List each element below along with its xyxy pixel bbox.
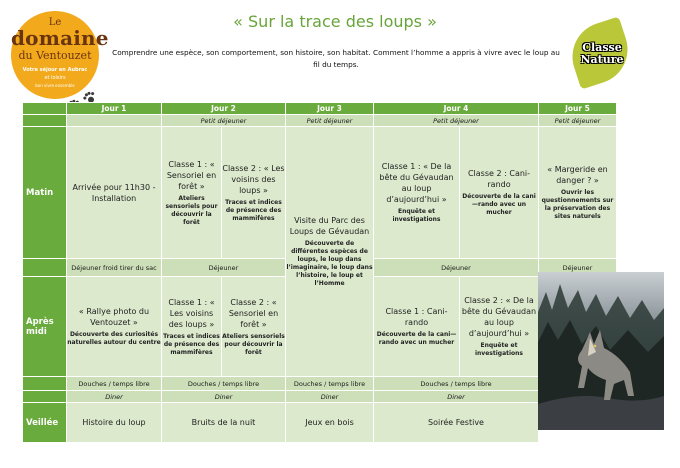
activity-title: Histoire du loup (82, 418, 146, 427)
activity-cell (460, 127, 539, 259)
activity-cell (539, 127, 617, 259)
shower-cell: Douches / temps libre (374, 377, 539, 391)
schedule-table (22, 102, 617, 443)
classe-nature-badge (563, 22, 641, 84)
activity-title: Classe 1 : « De la bête du Gévaudan au loup d’aujourd’hui » (379, 162, 454, 204)
activity-title: Visite du Parc des Loups de Gévaudan (289, 216, 370, 236)
activity-title: Classe 1 : « Sensoriel en forêt » (166, 159, 217, 191)
domaine-du-ventouzet-logo (11, 11, 109, 99)
activity-title: « Margeride en danger ? » (547, 165, 608, 185)
activity-title: Arrivée pour 11h30 - Installation (72, 182, 156, 203)
dinner-cell: Diner (286, 391, 374, 403)
row-label-blank (23, 115, 67, 127)
row-label-blank (23, 377, 67, 391)
activity-cell (162, 277, 222, 377)
lunch-cell: Déjeuner (162, 259, 286, 277)
dinner-cell: Diner (67, 391, 162, 403)
lunch-cell: Déjeuner (539, 259, 617, 277)
activity-cell (67, 127, 162, 259)
logo-le: Le (48, 17, 62, 28)
row-label-apres-midi: Après midi (23, 277, 67, 377)
dinner-cell: Diner (374, 391, 539, 403)
evening-cell (374, 403, 539, 443)
wolf-photo (538, 272, 664, 430)
day-header: Jour 5 (539, 103, 617, 115)
activity-cell (67, 277, 162, 377)
activity-desc: Traces et indices de présence des mammifères (163, 332, 220, 356)
row-label-blank (23, 391, 67, 403)
page-subtitle: Comprendre une espèce, son comportement, son histoire, son habitat. Comment l’homme a appris à vivre avec le loup au fil du temps. (112, 48, 560, 69)
activity-cell (222, 277, 286, 377)
activity-desc: Découverte de la cani—rando avec un mucher (462, 193, 536, 216)
day-header: Jour 3 (286, 103, 374, 115)
activity-cell (374, 277, 460, 377)
activity-title: Bruits de la nuit (191, 418, 256, 427)
activity-desc: Découverte de différentes espèces de loups, le loup dans l’imaginaire, le loup dans l’histoire, le loup et l’Homme (286, 240, 373, 287)
activity-title: Classe 2 : « Les voisins des loups » (222, 163, 285, 195)
breakfast-cell: Petit déjeuner (286, 115, 374, 127)
row-label-matin: Matin (23, 127, 67, 259)
logo-tagline-2: et loisirs (44, 75, 66, 81)
breakfast-cell: Petit déjeuner (162, 115, 286, 127)
lunch-cell: Déjeuner (374, 259, 539, 277)
activity-desc: Ateliers sensoriels pour découvrir la forêt (222, 332, 285, 356)
meal-cell-empty (67, 115, 162, 127)
activity-desc: Découverte des curiosités naturelles autour du centre (67, 331, 161, 346)
day-header: Jour 1 (67, 103, 162, 115)
activity-title: Classe 2 : Cani-rando (467, 169, 531, 189)
activity-title: Soirée Festive (428, 418, 484, 427)
badge-line-1: Classe (582, 41, 622, 54)
evening-cell (286, 403, 374, 443)
evening-cell (162, 403, 286, 443)
row-label-veillee: Veillée (23, 403, 67, 443)
activity-title: Classe 2 : « De la bête du Gévaudan au loup d’aujourd’hui » (461, 296, 537, 338)
day-header: Jour 4 (374, 103, 539, 115)
evening-cell (67, 403, 162, 443)
activity-cell (162, 127, 222, 259)
activity-desc: Ouvrir les questionnements sur la préservation des sites naturels (541, 189, 614, 220)
day-header: Jour 2 (162, 103, 286, 115)
lunch-cell: Déjeuner froid tirer du sac (67, 259, 162, 277)
activity-title: Classe 1 : Cani-rando (385, 307, 448, 327)
shower-cell: Douches / temps libre (162, 377, 286, 391)
shower-cell: Douches / temps libre (286, 377, 374, 391)
logo-tagline-1: Votre séjour en Aubrac (22, 67, 88, 73)
row-label-blank (23, 259, 67, 277)
activity-desc: Enquête et investigations (392, 208, 441, 223)
breakfast-cell: Petit déjeuner (374, 115, 539, 127)
breakfast-cell: Petit déjeuner (539, 115, 617, 127)
page-title: « Sur la trace des loups » (233, 12, 437, 31)
logo-domaine: domaine (11, 26, 109, 50)
activity-title: « Rallye photo du Ventouzet » (78, 307, 150, 327)
dinner-cell: Diner (162, 391, 286, 403)
activity-cell (222, 127, 286, 259)
activity-cell (460, 277, 539, 377)
activity-desc: Découverte de la cani—rando avec un mucher (376, 331, 457, 346)
activity-title: Classe 2 : « Sensoriel en forêt » (228, 297, 279, 329)
corner-cell (23, 103, 67, 115)
logo-tagline-3: bon vivre ensemble (35, 83, 75, 88)
activity-title: Classe 1 : « Les voisins des loups » (168, 297, 215, 329)
shower-cell: Douches / temps libre (67, 377, 162, 391)
badge-line-2: Nature (580, 53, 624, 66)
activity-desc: Enquête et investigations (474, 342, 524, 357)
logo-du-ventouzet: du Ventouzet (18, 49, 92, 62)
activity-cell (286, 127, 374, 377)
activity-desc: Traces et indices de présence des mammifères (225, 198, 282, 222)
activity-title: Jeux en bois (305, 418, 354, 427)
activity-cell (374, 127, 460, 259)
activity-desc: Ateliers sensoriels pour découvrir la forêt (165, 194, 218, 226)
